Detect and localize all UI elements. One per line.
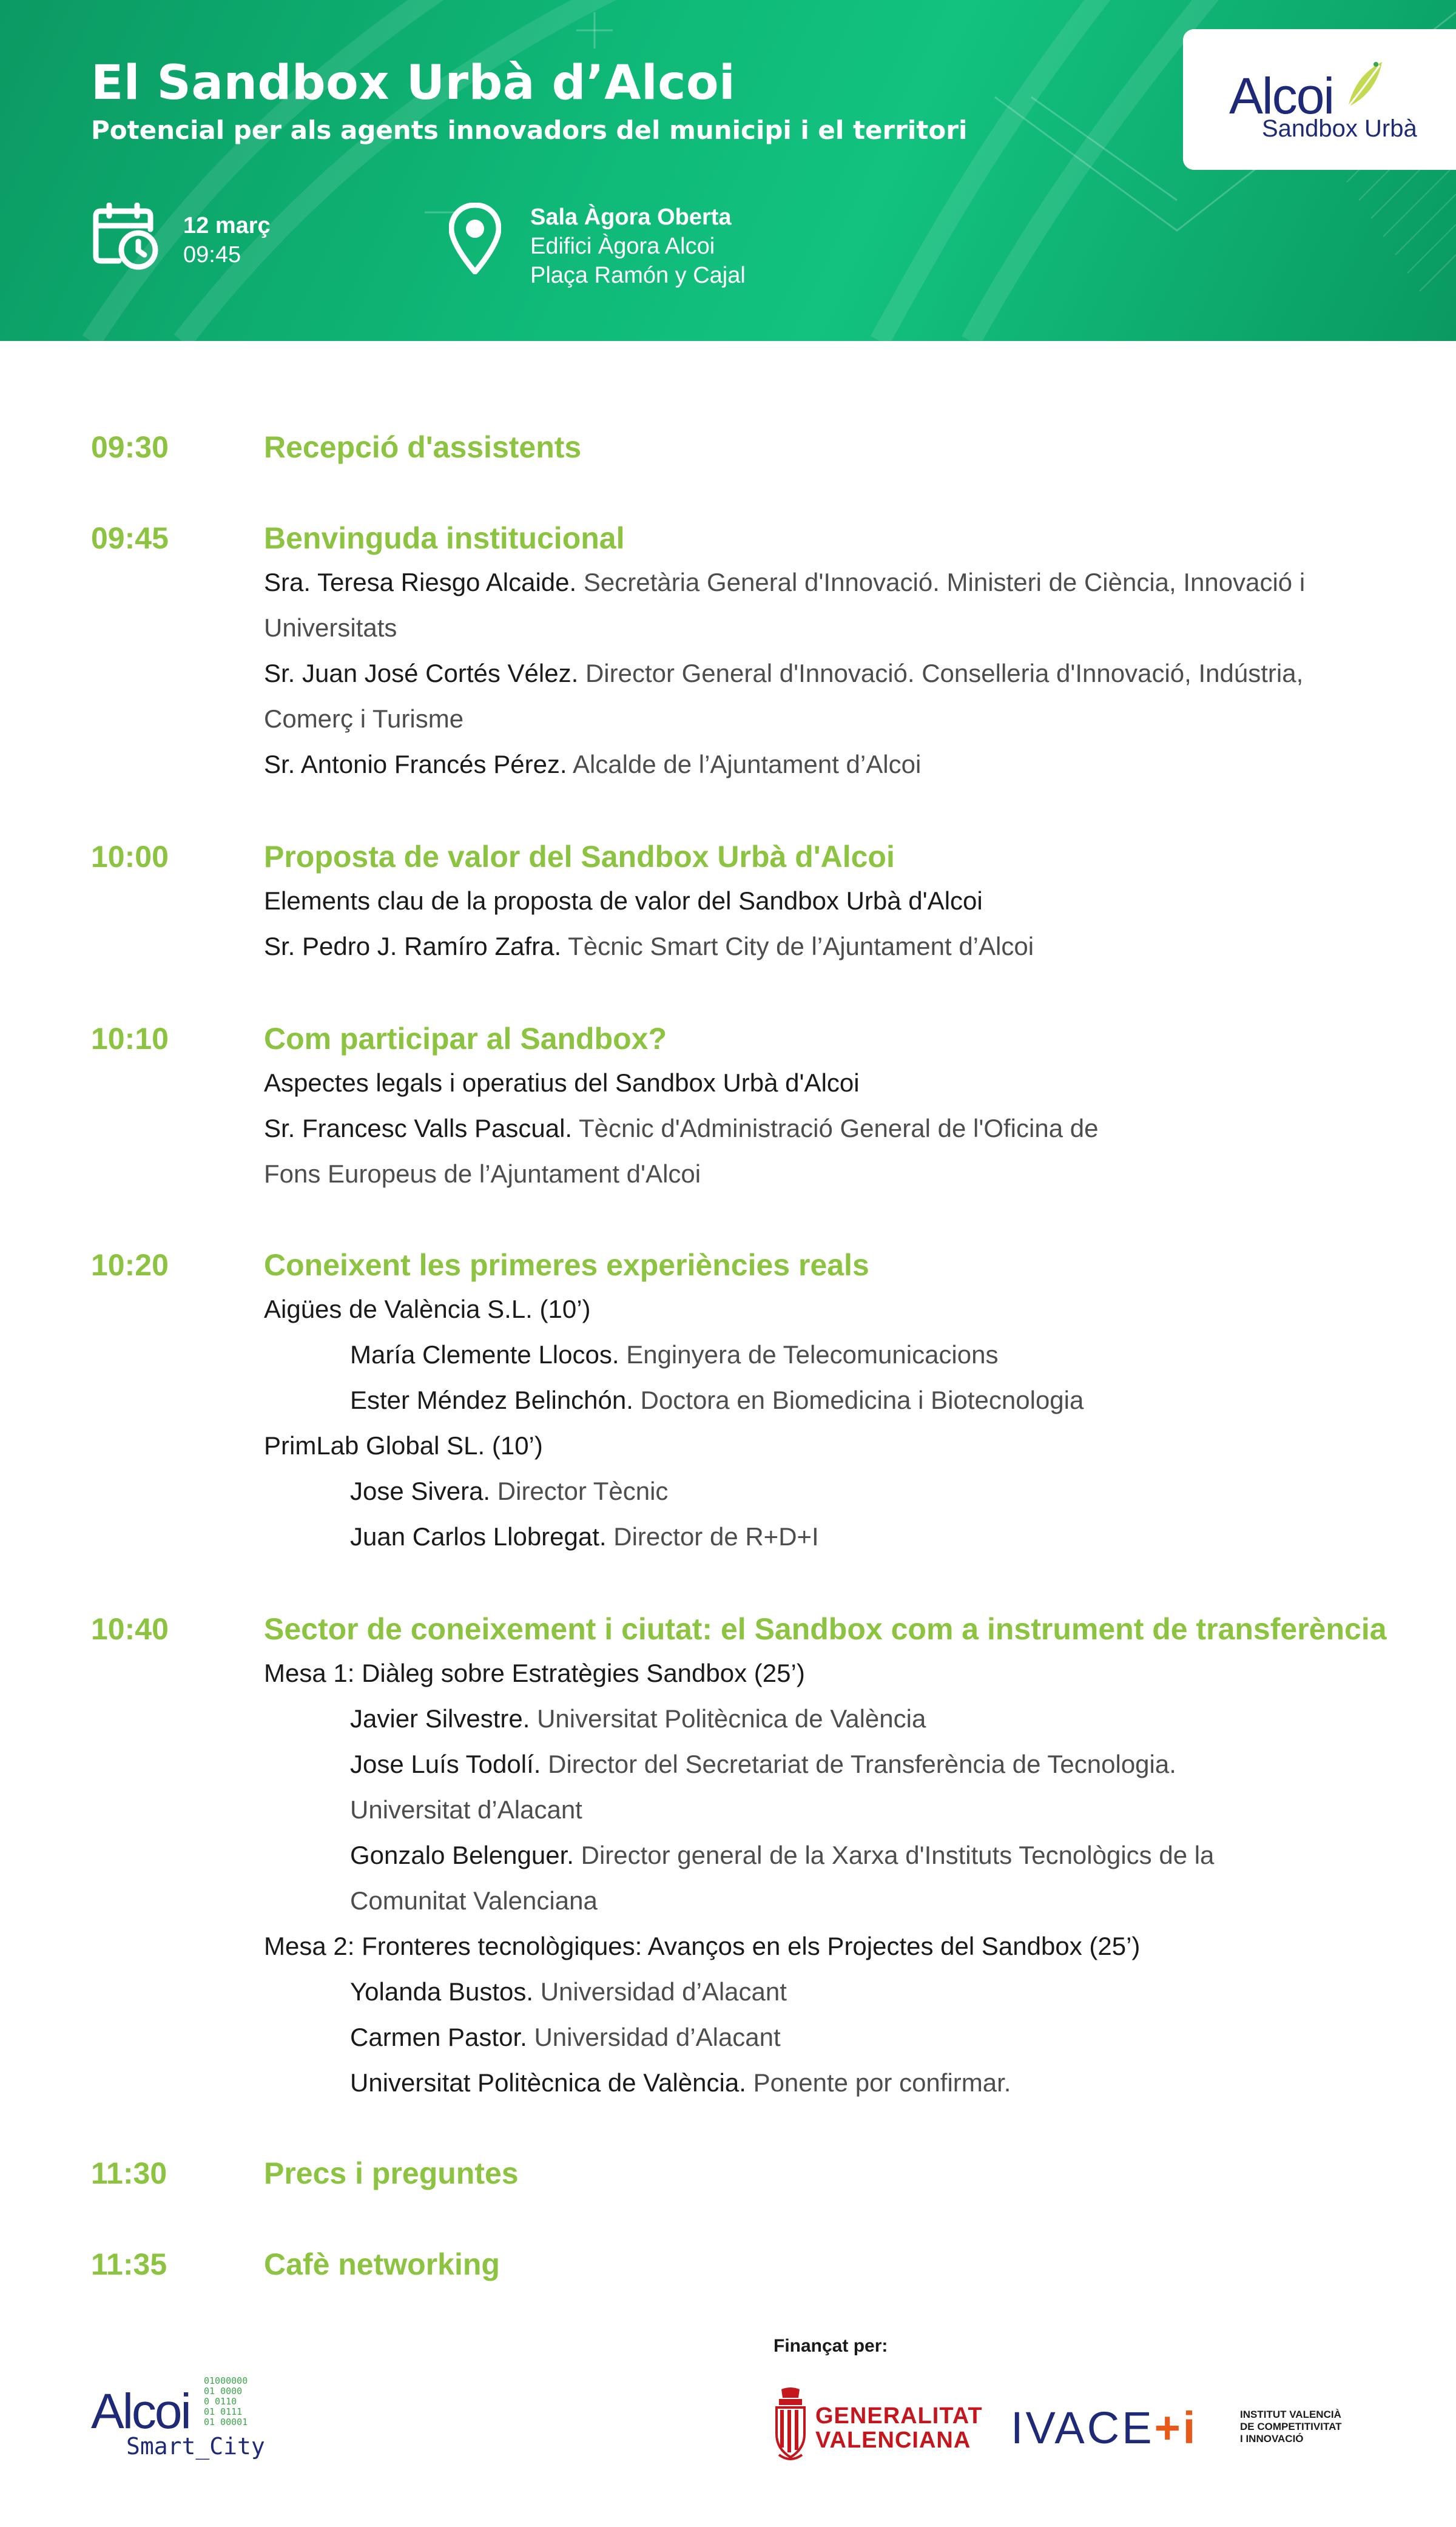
speaker-line (264, 650, 1404, 696)
binary-row: 01 0000 (204, 2386, 243, 2397)
generalitat-shield-icon (772, 2386, 809, 2465)
speaker-line (264, 741, 1404, 787)
speaker-role: Director Tècnic (497, 1477, 669, 1505)
speaker-role: Tècnic Smart City de l’Ajuntament d’Alcoi (568, 932, 1034, 960)
speaker-role: Secretària General d'Innovació. Ministeri de Ciència, Innovació i (583, 568, 1306, 596)
speaker-role: Ponente por confirmar. (753, 2068, 1011, 2097)
venue-building: Edifici Àgora Alcoi (530, 234, 715, 259)
agenda-item-body (264, 1244, 1404, 1559)
speaker-name: Carmen Pastor. (350, 2023, 527, 2051)
sandbox-logo-main: Alcoi (1229, 67, 1334, 124)
speaker-line (264, 1105, 1404, 1151)
speaker-role-continued: Fons Europeus de l’Ajuntament d'Alcoi (264, 1159, 701, 1188)
speaker-name: Gonzalo Belenguer. (350, 1841, 574, 1869)
agenda-time: 10:40 (91, 1612, 169, 1646)
panel-label: Mesa 2: Fronteres tecnològiques: Avanços en els Projectes del Sandbox (25’) (264, 1932, 1141, 1960)
speaker-name: Sr. Francesc Valls Pascual. (264, 1114, 573, 1142)
generalitat-line-2: VALENCIANA (815, 2427, 971, 2453)
ivace-logo (1011, 2401, 1369, 2462)
calendar-clock-icon (91, 203, 159, 271)
speaker-role: Universidad d’Alacant (534, 2023, 781, 2051)
binary-row: 01 00001 (204, 2417, 248, 2427)
speaker-line (264, 1741, 1404, 1787)
agenda-title: Proposta de valor del Sandbox Urbà d'Alcoi (264, 840, 895, 874)
agenda-title: Benvinguda institucional (264, 521, 625, 555)
agenda-item-body (264, 2243, 1404, 2286)
speaker-line (264, 1468, 1404, 1514)
generalitat-valenciana-logo (772, 2386, 990, 2471)
speaker-role-continued: Universitats (264, 613, 397, 642)
ivace-desc-line: DE COMPETITIVITAT (1240, 2421, 1342, 2432)
agenda-title: Precs i preguntes (264, 2156, 519, 2190)
binary-row: 01 0111 (204, 2406, 243, 2417)
speaker-line (264, 1832, 1404, 1878)
agenda-title: Sector de coneixement i ciutat: el Sandbox com a instrument de transferència (264, 1612, 1387, 1646)
event-location-text (530, 203, 746, 290)
speaker-line (264, 923, 1404, 969)
event-subtitle: Potencial per als agents innovadors del municipi i el territori (91, 115, 968, 145)
event-title: El Sandbox Urbà d’Alcoi (91, 56, 736, 110)
venue-name: Sala Àgora Oberta (530, 204, 732, 230)
venue-address: Plaça Ramón y Cajal (530, 263, 746, 288)
smart-logo-main: Alcoi (91, 2384, 190, 2439)
speaker-role: Tècnic d'Administració General de l'Oficina de (579, 1114, 1099, 1142)
generalitat-text (815, 2404, 983, 2452)
speaker-name: Sr. Antonio Francés Pérez. (264, 750, 567, 778)
smart-logo-sub: Smart_City (126, 2433, 265, 2460)
speaker-role: Enginyera de Telecomunicacions (626, 1340, 999, 1369)
company-label: Aigües de València S.L. (10’) (264, 1295, 591, 1323)
agenda-time: 09:45 (91, 521, 169, 555)
speaker-line (264, 1377, 1404, 1423)
ivace-description (1240, 2409, 1341, 2445)
binary-row: 01000000 (204, 2375, 248, 2386)
speaker-name: Jose Luís Todolí. (350, 1750, 541, 1778)
speaker-role: Universidad d’Alacant (540, 1977, 787, 2006)
speaker-role: Director de R+D+I (613, 1522, 819, 1551)
speaker-name: Jose Sivera. (350, 1477, 491, 1505)
event-date-block (91, 203, 271, 271)
sandbox-logo-card (1183, 29, 1456, 170)
ivace-wordmark (1011, 2404, 1198, 2452)
agenda-time: 09:30 (91, 430, 169, 464)
speaker-name: Javier Silvestre. (350, 1704, 530, 1733)
agenda-item-body (264, 1608, 1404, 2105)
agenda-title: Recepció d'assistents (264, 430, 582, 464)
speaker-line (264, 1332, 1404, 1377)
agenda-item-body (264, 1017, 1404, 1196)
company-label: PrimLab Global SL. (10’) (264, 1431, 543, 1460)
speaker-role-continued: Comunitat Valenciana (350, 1886, 598, 1915)
event-header (0, 0, 1456, 341)
speaker-role: Director general de la Xarxa d'Instituts Tecnològics de la (581, 1841, 1215, 1869)
speaker-name: Ester Méndez Belinchón. (350, 1386, 633, 1414)
speaker-role-continued: Comerç i Turisme (264, 704, 464, 733)
speaker-line (264, 1696, 1404, 1741)
agenda-title: Com participar al Sandbox? (264, 1022, 667, 1056)
generalitat-line-1: GENERALITAT (815, 2403, 983, 2429)
agenda-subtitle: Aspectes legals i operatius del Sandbox Urbà d'Alcoi (264, 1068, 860, 1097)
agenda-item-body (264, 835, 1404, 969)
speaker-role: Director General d'Innovació. Conselleria d'Innovació, Indústria, (585, 659, 1304, 687)
agenda-item-body (264, 2152, 1404, 2195)
speaker-name: Sr. Juan José Cortés Vélez. (264, 659, 579, 687)
agenda-time: 10:20 (91, 1248, 169, 1282)
speaker-line (264, 559, 1404, 605)
event-date: 12 març (183, 213, 271, 238)
agenda-title: Cafè networking (264, 2247, 500, 2281)
event-date-text (183, 211, 271, 269)
speaker-name: Yolanda Bustos. (350, 1977, 534, 2006)
speaker-name: Juan Carlos Llobregat. (350, 1522, 607, 1551)
speaker-name: Sra. Teresa Riesgo Alcaide. (264, 568, 577, 596)
speaker-role: Director del Secretariat de Transferència de Tecnologia. (548, 1750, 1176, 1778)
event-time: 09:45 (183, 242, 241, 268)
agenda-time: 10:10 (91, 1022, 169, 1056)
speaker-role: Doctora en Biomedicina i Biotecnologia (640, 1386, 1084, 1414)
speaker-role: Universitat Politècnica de València (537, 1704, 926, 1733)
speaker-name: María Clemente Llocos. (350, 1340, 619, 1369)
binary-row: 0 0110 (204, 2396, 237, 2407)
agenda-title: Coneixent les primeres experiències reals (264, 1248, 869, 1282)
ivace-desc-line: INSTITUT VALENCIÀ (1240, 2409, 1341, 2420)
speaker-line (264, 2014, 1404, 2060)
agenda-item-body (264, 426, 1404, 468)
agenda-time: 10:00 (91, 840, 169, 874)
speaker-line (264, 1514, 1404, 1559)
speaker-name: Sr. Pedro J. Ramíro Zafra. (264, 932, 562, 960)
event-location-block (449, 200, 746, 290)
ivace-plus: +i (1154, 2403, 1198, 2453)
alcoi-smart-city-logo (91, 2372, 273, 2469)
ivace-word: IVACE (1011, 2403, 1154, 2453)
panel-label: Mesa 1: Diàleg sobre Estratègies Sandbox (25’) (264, 1659, 805, 1687)
ivace-desc-line: I INNOVACIÓ (1240, 2433, 1304, 2444)
agenda-item-body (264, 517, 1404, 787)
leaf-logo-icon (1342, 58, 1384, 113)
agenda-time: 11:30 (91, 2156, 167, 2190)
speaker-role-continued: Universitat d’Alacant (350, 1795, 582, 1824)
agenda-time: 11:35 (91, 2247, 167, 2281)
speaker-line (264, 1969, 1404, 2014)
speaker-name: Universitat Politècnica de València. (350, 2068, 746, 2097)
location-pin-icon (449, 203, 501, 274)
binary-pattern (204, 2376, 248, 2427)
speaker-role: Alcalde de l’Ajuntament d’Alcoi (572, 750, 922, 778)
speaker-line (264, 2060, 1404, 2105)
funded-by-label: Finançat per: (774, 2336, 888, 2356)
agenda-subtitle: Elements clau de la proposta de valor del Sandbox Urbà d'Alcoi (264, 886, 983, 915)
sandbox-logo-sub: Sandbox Urbà (1262, 115, 1417, 142)
